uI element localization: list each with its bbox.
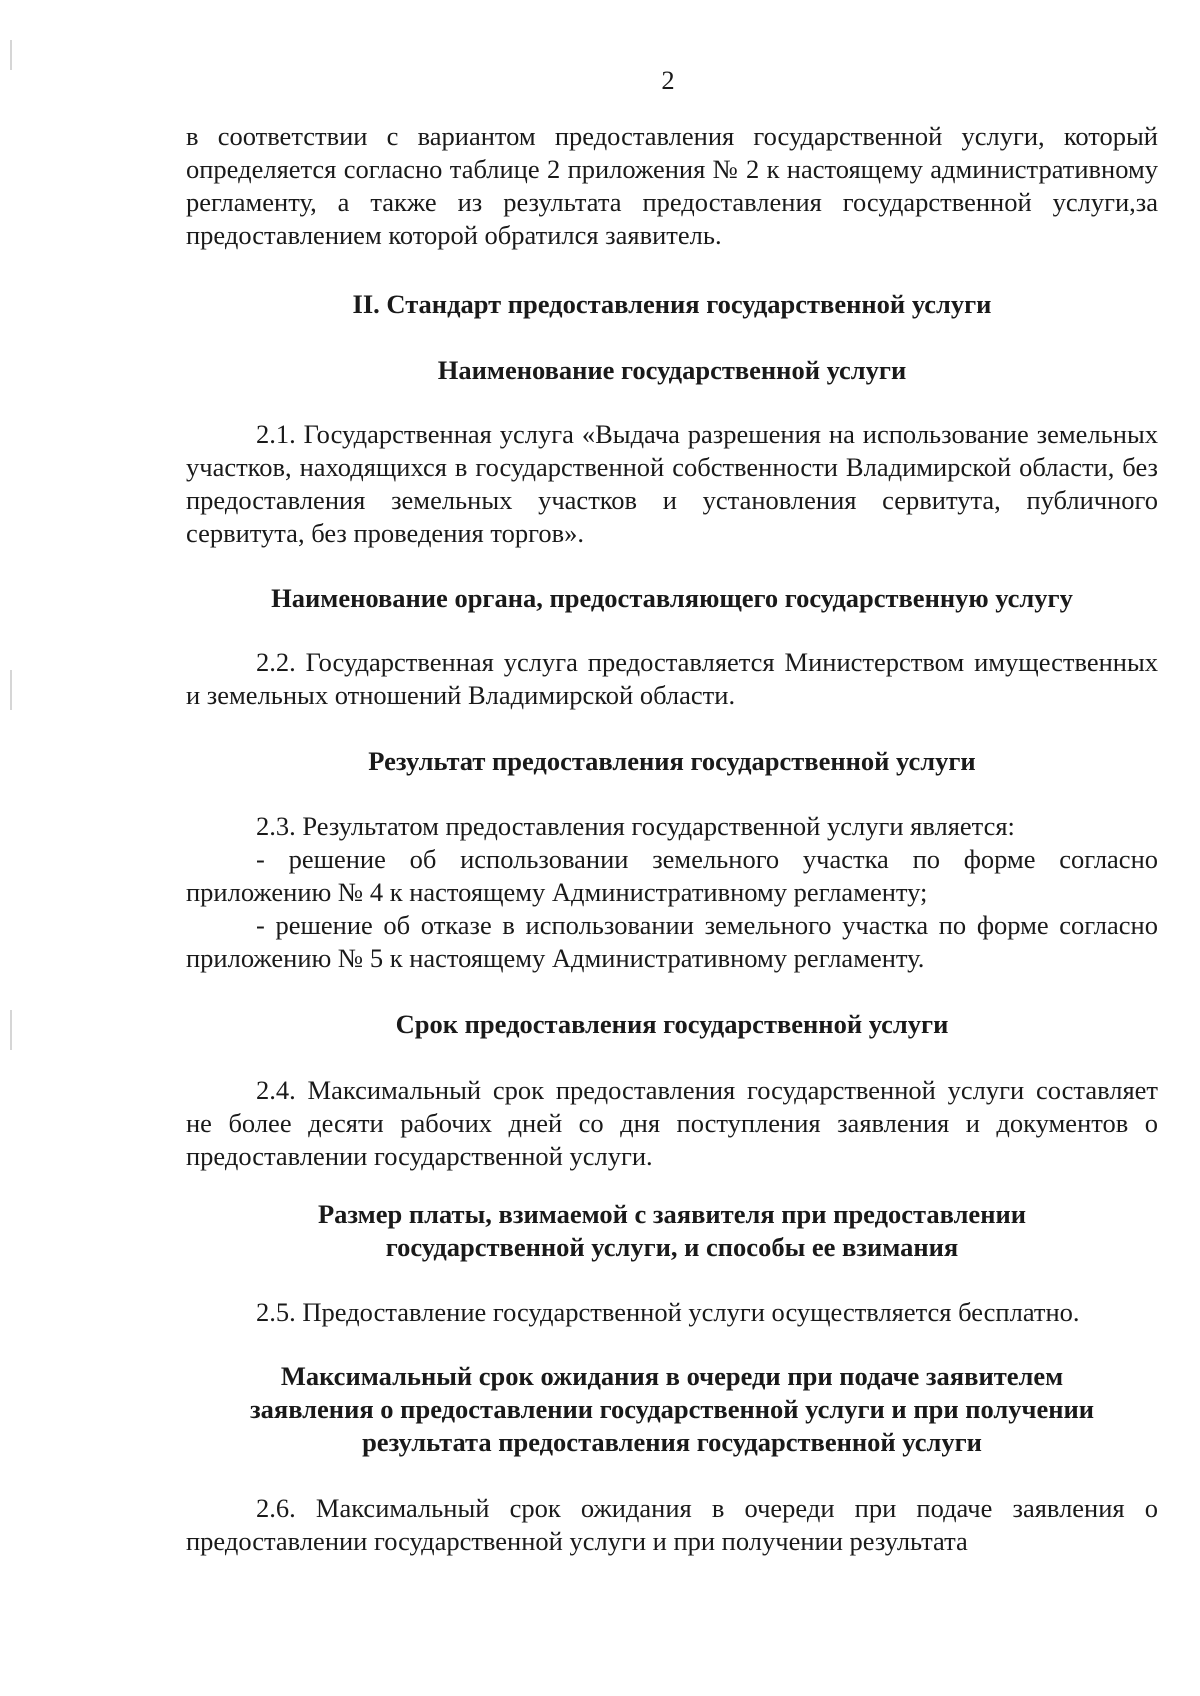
heading-term: Срок предоставления государственной услуги xyxy=(395,1009,949,1039)
paragraph-2-5: 2.5. Предоставление государственной услуги осуществляется бесплатно. xyxy=(256,1297,1080,1327)
intro-paragraph: в соответствии с вариантом предоставления государственной услуги, который определяется согласно таблице 2 приложения № 2 к настоящему административному регламенту, а также из результата предоставления государственной услуги,за предоставлением которой обратился заявитель. xyxy=(186,121,1158,250)
heading-service-name: Наименование государственной услуги xyxy=(437,355,907,385)
paragraph-2-3-item-1: - решение об использовании земельного участка по форме согласно приложению № 4 к настоящему Административному регламенту; xyxy=(186,844,1158,907)
heading-queue-line-2: заявления о предоставлении государственной услуги и при получении xyxy=(249,1394,1095,1424)
paragraph-2-6: 2.6. Максимальный срок ожидания в очереди при подаче заявления о предоставлении государственной услуги и при получении результата xyxy=(186,1493,1158,1556)
heading-fee-line-2: государственной услуги, и способы ее взимания xyxy=(385,1232,959,1262)
page-number: 2 xyxy=(661,65,675,95)
heading-fee xyxy=(186,1198,1158,1264)
paragraph-2-3: 2.3. Результатом предоставления государственной услуги является: xyxy=(256,811,1015,841)
heading-authority: Наименование органа, предоставляющего государственную услугу xyxy=(271,583,1073,613)
paragraph-2-1: 2.1. Государственная услуга «Выдача разрешения на использование земельных участков, находящихся в государственной собственности Владимирской области, без предоставления земельных участков и установления сервитута, публичного сервитута, без проведения торгов». xyxy=(186,419,1158,548)
scan-margin-mark xyxy=(10,670,12,710)
section-title: II. Стандарт предоставления государственной услуги xyxy=(352,289,992,319)
paragraph-2-3-item-2: - решение об отказе в использовании земельного участка по форме согласно приложению № 5 к настоящему Административному регламенту. xyxy=(186,910,1158,973)
paragraph-2-4: 2.4. Максимальный срок предоставления государственной услуги составляет не более десяти рабочих дней со дня поступления заявления и документов о предоставлении государственной услуги. xyxy=(186,1075,1158,1171)
heading-result: Результат предоставления государственной услуги xyxy=(368,746,976,776)
heading-queue xyxy=(186,1360,1158,1459)
scan-margin-mark xyxy=(10,1010,12,1050)
heading-fee-line-1: Размер платы, взимаемой с заявителя при предоставлении xyxy=(317,1199,1027,1229)
paragraph-2-2: 2.2. Государственная услуга предоставляется Министерством имущественных и земельных отношений Владимирской области. xyxy=(186,647,1158,710)
heading-queue-line-3: результата предоставления государственной услуги xyxy=(362,1427,982,1457)
heading-queue-line-1: Максимальный срок ожидания в очереди при подаче заявителем xyxy=(280,1361,1064,1391)
